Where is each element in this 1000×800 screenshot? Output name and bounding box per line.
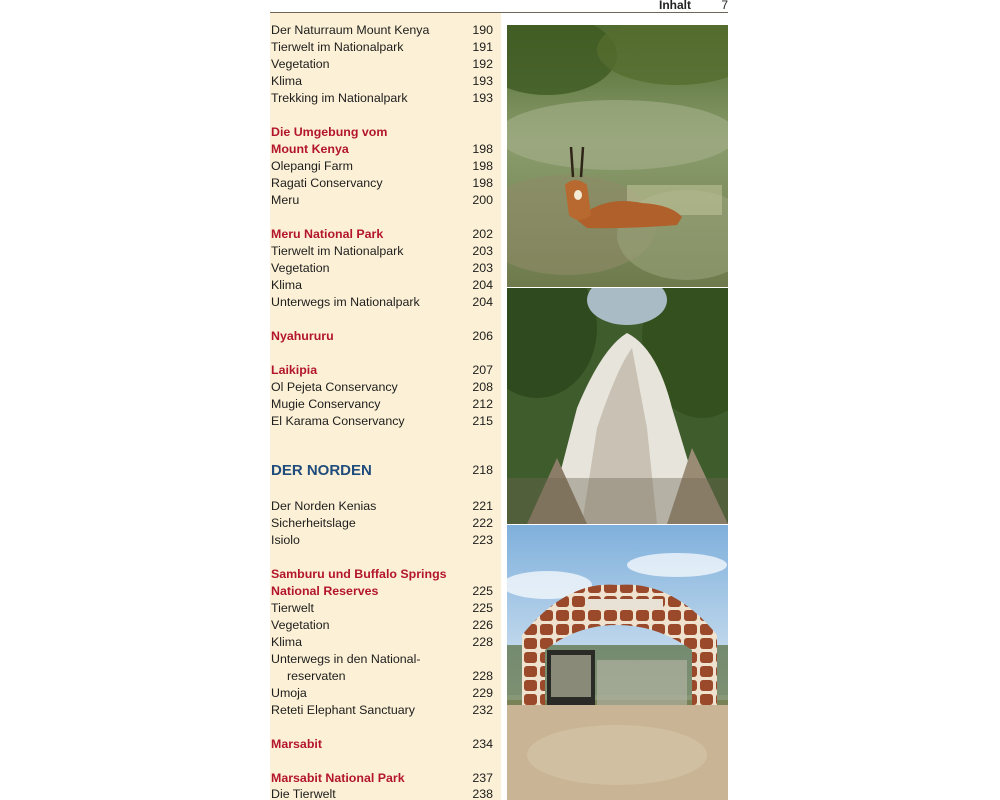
- toc-entry: [271, 532, 493, 549]
- toc-entry-title: Die Tierwelt: [271, 787, 336, 800]
- toc-entry-page: 198: [472, 142, 493, 156]
- toc-chapter-heading: [271, 141, 493, 158]
- toc-entry-title: Samburu und Buffalo Springs: [271, 567, 447, 581]
- toc-entry-title: Vegetation: [271, 57, 330, 71]
- toc-entry: [271, 498, 493, 515]
- toc-entry-title: Isiolo: [271, 533, 300, 547]
- toc-entry-title: DER NORDEN: [271, 462, 372, 479]
- toc-entry: [271, 515, 493, 532]
- toc-entry: [271, 260, 493, 277]
- toc-entry: [271, 22, 493, 39]
- table-of-contents: [270, 13, 501, 800]
- toc-entry: [271, 685, 493, 702]
- toc-entry-page: 215: [472, 414, 493, 428]
- toc-entry-title: Laikipia: [271, 363, 318, 377]
- toc-entry-title: Umoja: [271, 686, 307, 700]
- toc-entry-page: 202: [472, 227, 493, 241]
- toc-entry-title: Klima: [271, 278, 302, 292]
- toc-entry-page: 225: [472, 584, 493, 598]
- reserve-gate-photo: [507, 525, 728, 800]
- toc-entry-title: Mount Kenya: [271, 142, 349, 156]
- toc-chapter-heading: [271, 226, 493, 243]
- toc-entry: [271, 651, 493, 668]
- toc-entry-title: Olepangi Farm: [271, 159, 353, 173]
- toc-entry-page: 218: [472, 463, 493, 477]
- toc-entry-title: Sicherheitslage: [271, 516, 356, 530]
- toc-entry-title: Ol Pejeta Conservancy: [271, 380, 398, 394]
- toc-chapter-heading: [271, 583, 493, 600]
- toc-entry-page: 229: [472, 686, 493, 700]
- toc-entry: [271, 175, 493, 192]
- toc-entry-title: Der Naturraum Mount Kenya: [271, 23, 430, 37]
- toc-entry-page: 208: [472, 380, 493, 394]
- toc-entry: [271, 396, 493, 413]
- toc-entry: [271, 192, 493, 209]
- toc-entry: [271, 294, 493, 311]
- photo-strip: [507, 25, 728, 800]
- toc-chapter-heading: [271, 124, 493, 141]
- toc-entry-title: Klima: [271, 74, 302, 88]
- toc-entry: [271, 243, 493, 260]
- toc-entry: [271, 39, 493, 56]
- toc-entry-title: Marsabit National Park: [271, 771, 405, 785]
- toc-entry-title: National Reserves: [271, 584, 379, 598]
- toc-entry: [271, 634, 493, 651]
- toc-entry-page: 191: [472, 40, 493, 54]
- toc-chapter-heading: [271, 362, 493, 379]
- toc-entry: [271, 617, 493, 634]
- toc-entry-title: Nyahururu: [271, 329, 334, 343]
- toc-entry-title: Tierwelt: [271, 601, 314, 615]
- toc-entry-page: 198: [472, 159, 493, 173]
- toc-entry-page: 193: [472, 74, 493, 88]
- toc-entry: [271, 786, 493, 800]
- toc-entry: [271, 379, 493, 396]
- toc-entry-page: 232: [472, 703, 493, 717]
- toc-entry-page: 222: [472, 516, 493, 530]
- toc-entry-title: Der Norden Kenias: [271, 499, 377, 513]
- toc-entry-page: 204: [472, 295, 493, 309]
- toc-entry-page: 203: [472, 244, 493, 258]
- toc-entry-title: Klima: [271, 635, 302, 649]
- toc-entry-page: 221: [472, 499, 493, 513]
- toc-entry-page: 207: [472, 363, 493, 377]
- toc-entry-page: 237: [472, 771, 493, 785]
- toc-entry: [271, 277, 493, 294]
- toc-entry-title: Tierwelt im Nationalpark: [271, 244, 404, 258]
- toc-entry-page: 234: [472, 737, 493, 751]
- toc-entry-title: Meru National Park: [271, 227, 384, 241]
- toc-chapter-heading: [271, 328, 493, 345]
- toc-entry: [271, 600, 493, 617]
- waterfall-photo: [507, 288, 728, 524]
- toc-entry: [271, 668, 493, 685]
- toc-entry-title: El Karama Conservancy: [271, 414, 405, 428]
- toc-entry-page: 204: [472, 278, 493, 292]
- toc-section-heading: [271, 461, 493, 480]
- toc-entry-page: 212: [472, 397, 493, 411]
- toc-entry-title: Meru: [271, 193, 300, 207]
- toc-entry-title: Unterwegs im Nationalpark: [271, 295, 420, 309]
- antelope-photo: [507, 25, 728, 287]
- toc-entry-page: 226: [472, 618, 493, 632]
- toc-chapter-heading: [271, 566, 493, 583]
- toc-entry-title: Marsabit: [271, 737, 322, 751]
- toc-entry-title: Tierwelt im Nationalpark: [271, 40, 404, 54]
- toc-entry-page: 192: [472, 57, 493, 71]
- toc-entry-title: Trekking im Nationalpark: [271, 91, 408, 105]
- toc-entry-title: Vegetation: [271, 618, 330, 632]
- toc-entry: [271, 702, 493, 719]
- toc-entry-page: 190: [472, 23, 493, 37]
- toc-entry-page: 238: [472, 787, 493, 800]
- toc-entry-title: Mugie Conservancy: [271, 397, 381, 411]
- toc-entry-page: 225: [472, 601, 493, 615]
- toc-entry: [271, 90, 493, 107]
- toc-entry-title: Unterwegs in den National-: [271, 652, 421, 666]
- toc-entry: [271, 56, 493, 73]
- toc-entry-page: 228: [472, 669, 493, 683]
- toc-entry-title: reservaten: [287, 669, 346, 683]
- toc-entry-page: 193: [472, 91, 493, 105]
- toc-chapter-heading: [271, 736, 493, 753]
- toc-entry-title: Vegetation: [271, 261, 330, 275]
- toc-entry: [271, 413, 493, 430]
- toc-entry: [271, 158, 493, 175]
- toc-entry-page: 198: [472, 176, 493, 190]
- toc-entry-title: Die Umgebung vom: [271, 125, 388, 139]
- toc-chapter-heading: [271, 770, 493, 787]
- toc-entry-title: Reteti Elephant Sanctuary: [271, 703, 415, 717]
- toc-entry-page: 228: [472, 635, 493, 649]
- page-number: 7: [721, 0, 728, 12]
- running-header-title: Inhalt: [659, 0, 691, 12]
- toc-entry-title: Ragati Conservancy: [271, 176, 383, 190]
- toc-entry-page: 223: [472, 533, 493, 547]
- toc-entry-page: 200: [472, 193, 493, 207]
- toc-entry: [271, 73, 493, 90]
- toc-entry-page: 203: [472, 261, 493, 275]
- toc-entry-page: 206: [472, 329, 493, 343]
